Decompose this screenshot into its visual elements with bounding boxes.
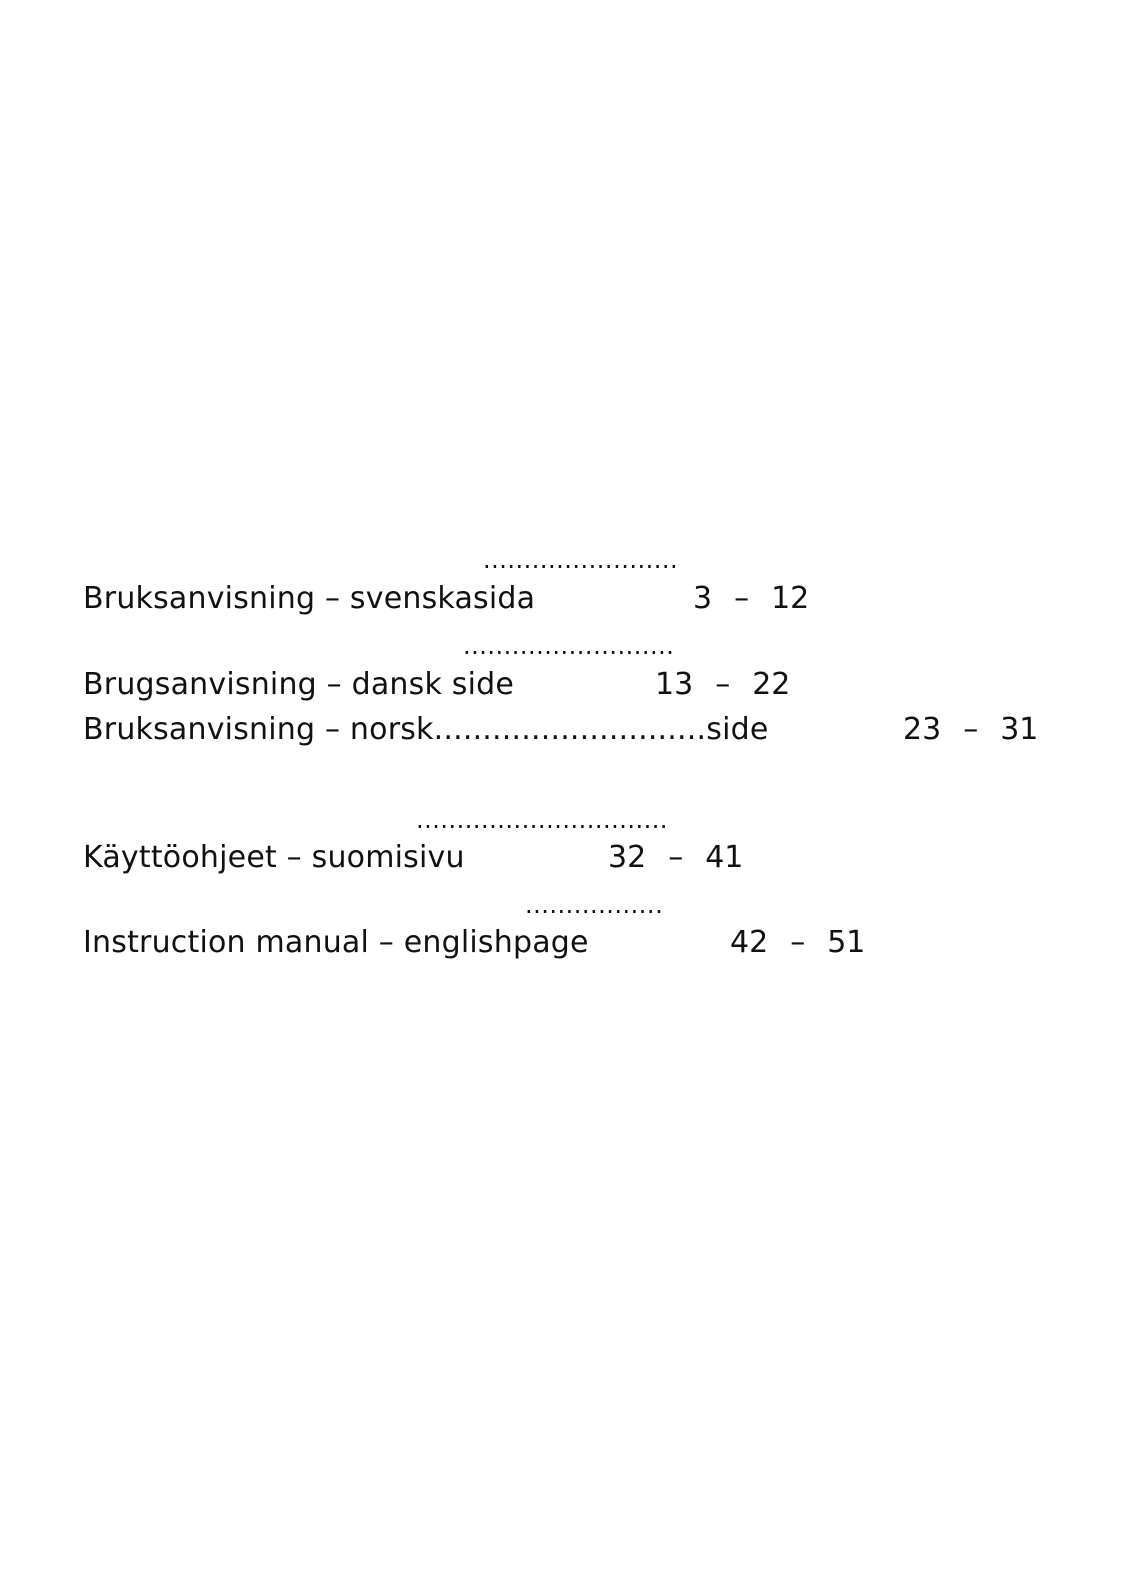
toc-leader-dots: ...............................	[416, 806, 668, 834]
toc-entry-label: Brugsanvisning – dansk side	[83, 667, 515, 702]
toc-entry-label: Käyttöohjeet – suomisivu	[83, 840, 465, 875]
toc-entry-pages	[730, 925, 865, 961]
page-range-dash: –	[715, 667, 731, 702]
page-from: 32	[608, 840, 647, 875]
page-from: 3	[693, 581, 713, 616]
toc-leader-dots: ........................	[483, 546, 679, 574]
page-to: 41	[705, 840, 744, 875]
toc-leader-dots: .................	[525, 891, 664, 919]
page-from: 13	[655, 667, 694, 702]
toc-entry-label: Instruction manual – englishpage	[83, 925, 589, 960]
toc-entry-label: Bruksanvisning – norsk............................side	[83, 712, 769, 747]
page-range-dash: –	[963, 712, 979, 747]
toc-entry-pages	[655, 667, 790, 703]
page-to: 31	[1000, 712, 1039, 747]
page-range-dash: –	[790, 925, 806, 960]
page-from: 23	[903, 712, 942, 747]
toc-entry-pages	[693, 581, 809, 617]
page-range-dash: –	[734, 581, 750, 616]
page-to: 12	[771, 581, 810, 616]
toc-entry-pages	[903, 712, 1038, 748]
page-to: 51	[827, 925, 866, 960]
page-range-dash: –	[668, 840, 684, 875]
toc-entry-pages	[608, 840, 743, 876]
toc-entry-label: Bruksanvisning – svenskasida	[83, 581, 536, 616]
page-to: 22	[752, 667, 791, 702]
toc-leader-dots: ..........................	[463, 632, 675, 660]
page-from: 42	[730, 925, 769, 960]
